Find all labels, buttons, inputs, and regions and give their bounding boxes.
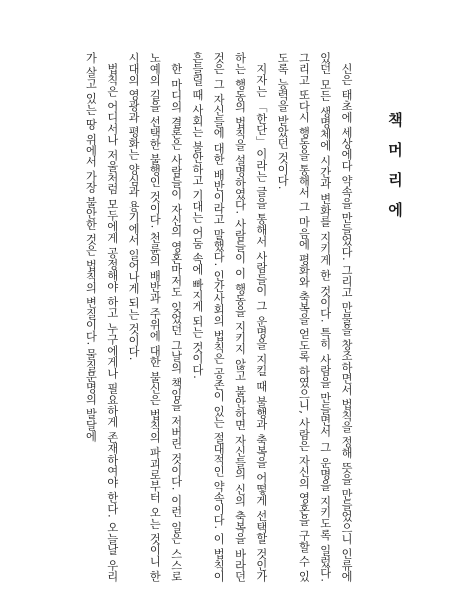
- paragraph: 신은 태초에 세상에다 약속을 만들었다. 그리고 만물을 창조하면서 법칙을 정해 뜻을 만들었으니 인류에 있던 모든 생명체에 시간과 변화를 지키게 한 것이다. 특히 사람을 만들면서 그 운명을 지키도록 일렀다. 그리고 또다시 행동을 통해서 그 마음에 평화와 축복을 얻도록 하였으니, 사람은 자신의 영혼을 구할 수 있도록 능력을 받았던 것이다.: [276, 52, 353, 582]
- paragraph: 지자는 「한단」이라는 글을 통해서 사람들이 그 운명을 지킬 때 불행과 축복을 어떻게 선택할 것인가 하는 행동의 법칙을 설명하였다. 사람들이 이 행동을 지키지 않고 불안하면 자신들의 신의 축복을 바라던 것은 그 자신들에 대한 배반이라고 말했다. 인간사회의 법칙은 공존이 있는 절대적인 약속이다. 이 법칙이 흔들릴 때 사회는 불안하고 기대는 어둠 속에 빠지게 되는 것이다.: [190, 52, 268, 582]
- body-text: [80, 52, 357, 582]
- paragraph: 한 마디의 결론은 사람들이 자신의 영혼마저도 잊었던 그날의 책임을 저버린 것이다. 이런 일은 스스로 노예의 길을 선택한 불행인 것이다. 천륜의 배반과 주위에 대한 불신은 법칙의 파괴로부터 오는 것이니 한 시대의 영광과 평화는 양심과 용기에서 일어나게 되는 것이다.: [127, 52, 183, 582]
- vertical-text-block: [80, 52, 402, 582]
- page-title: 책머리에: [386, 112, 404, 232]
- paragraph: 법칙은 어디서나 저울처럼 모두에게 공정해야 하고 누구에게나 필요하게 존재하여야 한다. 오늘날 우리가 살고 있는 땅 위에서 가장 불안한 것은 법칙의 변질이다. 물질문명의 발달에: [84, 52, 119, 582]
